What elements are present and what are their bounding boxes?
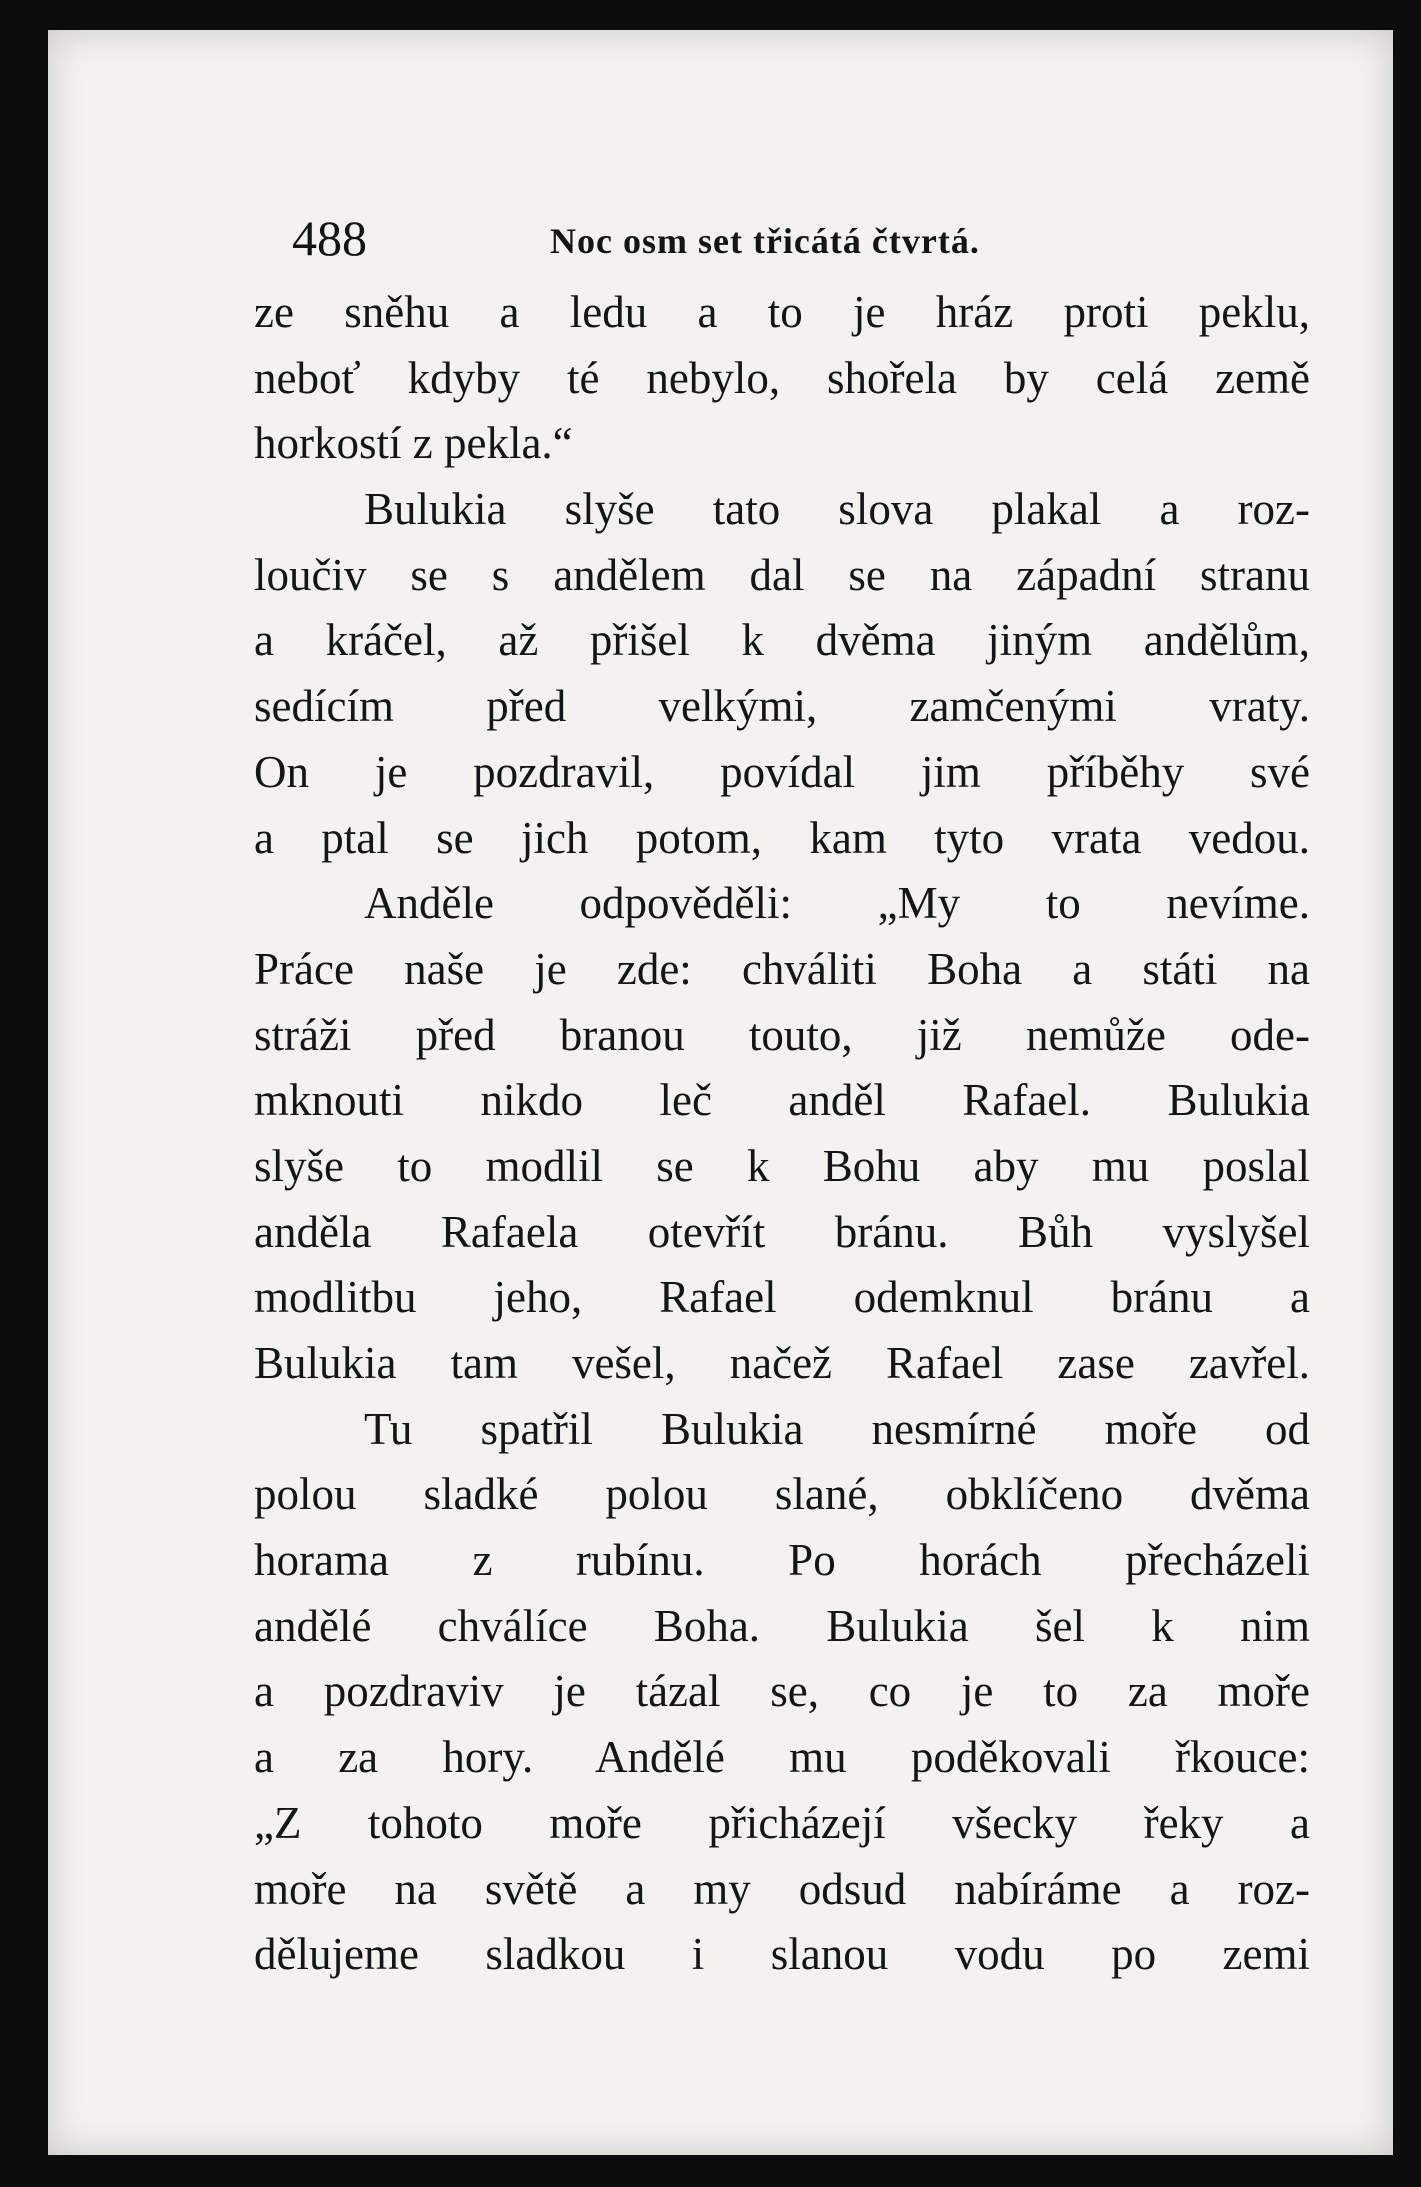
text-line: loučiv se s andělem dal se na západní stranu [254,549,1310,600]
text-line: a ptal se jich potom, kam tyto vrata vedou. [254,812,1310,863]
page-header [292,208,1292,268]
text-line: Tu spatřil Bulukia nesmírné moře od [364,1403,1310,1454]
text-line: andělé chválíce Boha. Bulukia šel k nim [254,1600,1310,1651]
text-line: a pozdraviv je tázal se, co je to za moře [254,1666,1310,1717]
text-line: modlitbu jeho, Rafael odemknul bránu a [254,1272,1310,1323]
text-line: Anděle odpověděli: „My to nevíme. [364,878,1310,929]
text-line: anděla Rafaela otevřít bránu. Bůh vyslyšel [254,1206,1310,1257]
text-line: Bulukia slyše tato slova plakal a roz- [364,484,1310,535]
text-line: Bulukia tam vešel, načež Rafael zase zavřel. [254,1338,1310,1388]
text-line: a kráčel, až přišel k dvěma jiným andělům, [254,615,1310,666]
text-line: mknouti nikdo leč anděl Rafael. Bulukia [254,1075,1310,1126]
text-line: stráži před branou touto, již nemůže ode- [254,1009,1310,1060]
text-line: horkostí z pekla.“ [254,418,573,469]
text-line: Práce naše je zde: chváliti Boha a státi na [254,943,1310,994]
text-line: horama z rubínu. Po horách přecházeli [254,1535,1310,1586]
text-line: On je pozdravil, povídal jim příběhy své [254,746,1310,797]
body-text [254,280,1310,1988]
text-line: „Z tohoto moře přicházejí všecky řeky a [254,1797,1310,1848]
text-line: sedícím před velkými, zamčenými vraty. [254,681,1310,732]
text-line: slyše to modlil se k Bohu aby mu poslal [254,1140,1310,1191]
text-line: polou sladké polou slané, obklíčeno dvěma [254,1469,1310,1520]
running-title: Noc osm set třicátá čtvrtá. [550,221,980,261]
text-line: neboť kdyby té nebylo, shořela by celá země [254,352,1310,403]
text-line: dělujeme sladkou i slanou vodu po zemi [254,1929,1310,1980]
text-line: moře na světě a my odsud nabíráme a roz- [254,1863,1310,1914]
text-line: a za hory. Andělé mu poděkovali řkouce: [254,1732,1310,1783]
page-number: 488 [292,210,367,266]
text-line: ze sněhu a ledu a to je hráz proti peklu, [254,287,1310,337]
